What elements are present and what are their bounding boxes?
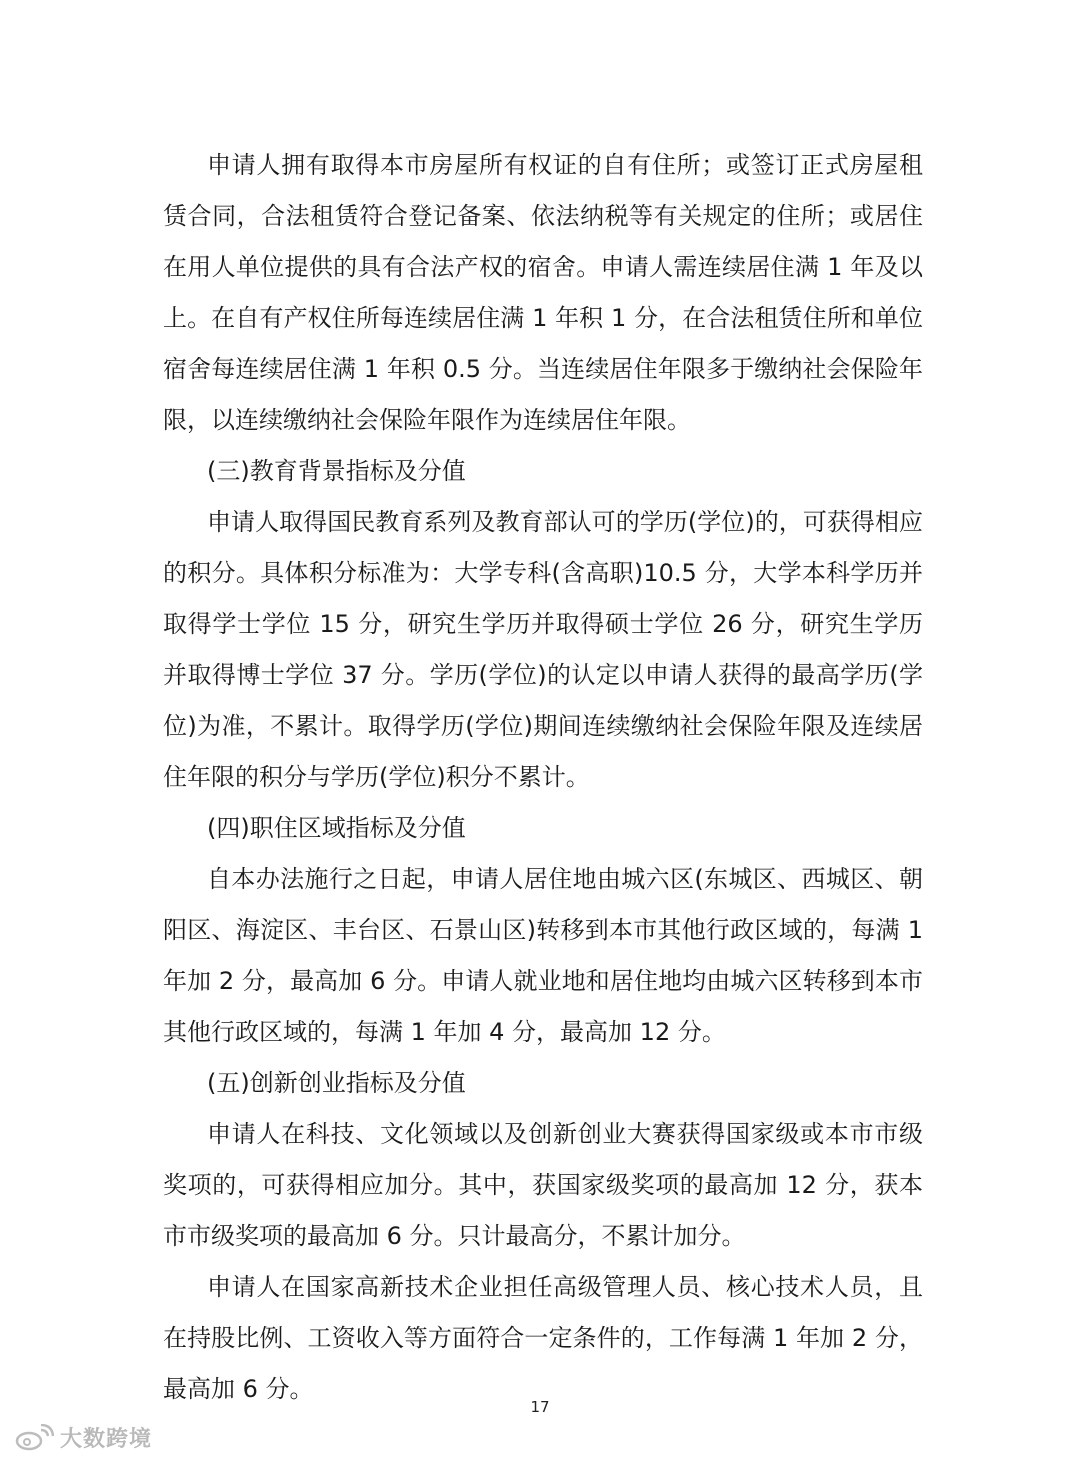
paragraph-innovation-awards: 申请人在科技、文化领域以及创新创业大赛获得国家级或本市市级奖项的，可获得相应加分。其中，获国家级奖项的最高加 12 分，获本市市级奖项的最高加 6 分。只计最高分，不累计加分。 [163,1120,923,1250]
paragraph-innovation-hightech: 申请人在国家高新技术企业担任高级管理人员、核心技术人员，且在持股比例、工资收入等方面符合一定条件的，工作每满 1 年加 2 分，最高加 6 分。 [163,1273,923,1403]
paragraph-education: 申请人取得国民教育系列及教育部认可的学历(学位)的，可获得相应的积分。具体积分标准为：大学专科(含高职)10.5 分，大学本科学历并取得学士学位 15 分，研究生学历并取得硕士学位 26 分，研究生学历并取得博士学位 37 分。学历(学位)的认定以申请人获得的最高学历(学位)为准，不累计。取得学历(学位)期间连续缴纳社会保险年限及连续居住年限的积分与学历(学位)积分不累计。 [163,508,923,791]
page-number: 17 [530,1398,550,1416]
watermark [14,1422,152,1453]
heading-work-residence-area: (四)职住区域指标及分值 [207,814,466,842]
heading-innovation: (五)创新创业指标及分值 [207,1069,466,1097]
heading-education: (三)教育背景指标及分值 [207,457,466,485]
paragraph-residence: 申请人拥有取得本市房屋所有权证的自有住所；或签订正式房屋租赁合同，合法租赁符合登记备案、依法纳税等有关规定的住所；或居住在用人单位提供的具有合法产权的宿舍。申请人需连续居住满 1 年及以上。在自有产权住所每连续居住满 1 年积 1 分，在合法租赁住所和单位宿舍每连续居住满 1 年积 0.5 分。当连续居住年限多于缴纳社会保险年限，以连续缴纳社会保险年限作为连续居住年限。 [163,151,923,434]
weibo-logo-icon [14,1424,54,1452]
paragraph-work-residence-area: 自本办法施行之日起，申请人居住地由城六区(东城区、西城区、朝阳区、海淀区、丰台区、石景山区)转移到本市其他行政区域的，每满 1 年加 2 分，最高加 6 分。申请人就业地和居住地均由城六区转移到本市其他行政区域的，每满 1 年加 4 分，最高加 12 分。 [163,865,923,1046]
watermark-text: 大数跨境 [60,1427,153,1452]
document-body [163,140,923,1415]
